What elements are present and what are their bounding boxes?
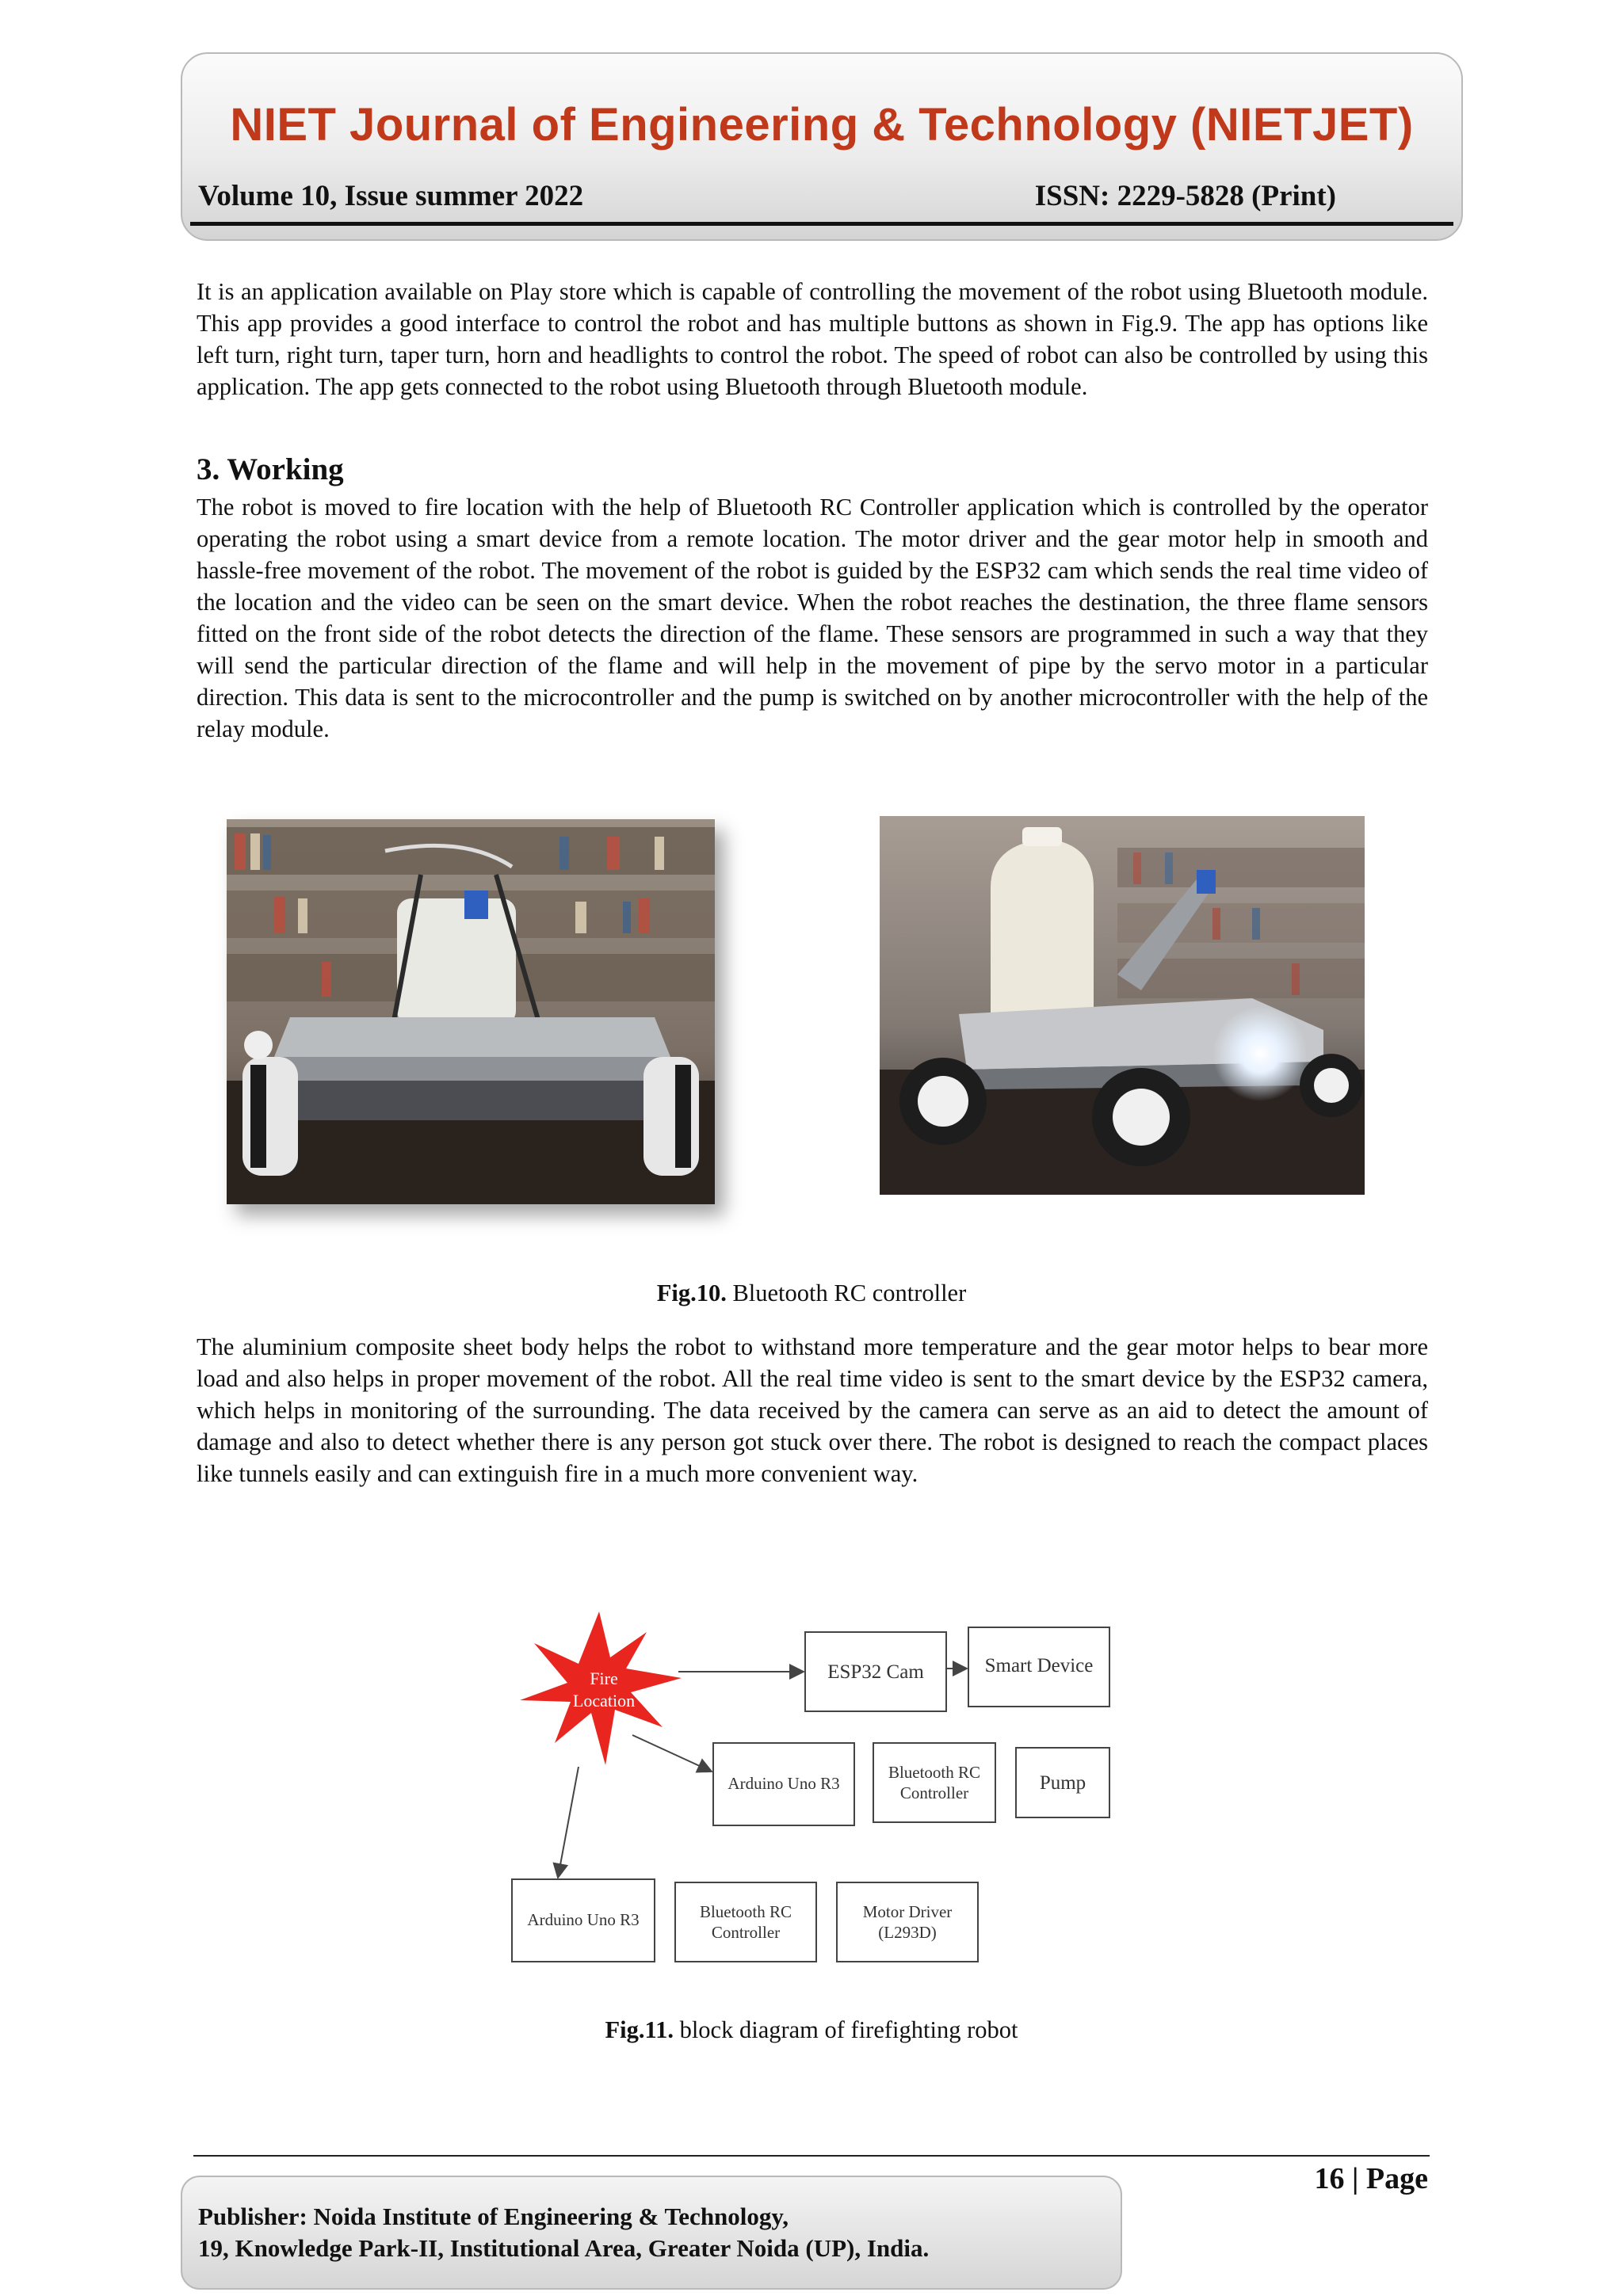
robot-side-photo bbox=[880, 816, 1365, 1195]
pump-label: Pump bbox=[1039, 1772, 1086, 1794]
fire-label-line1: Fire bbox=[590, 1669, 618, 1688]
footer-rule bbox=[193, 2155, 1430, 2157]
figure-10-text: Bluetooth RC controller bbox=[726, 1280, 967, 1306]
paragraph-body-design: The aluminium composite sheet body helps the robot to withstand more temperature and the gear motor helps to bear more load and also helps in proper movement of the robot. All the real time video is sent to the smart device by the ESP32 camera, which helps in monitoring of the surrounding. The data received by the camera can serve as an aid to detect the amount of damage and also to detect whether there is any person got stuck over there. The robot is designed to reach the compact places like tunnels easily and can extinguish fire in a much more convenient way. bbox=[197, 1333, 1428, 1487]
paragraph-app-description: It is an application available on Play store which is capable of controlling the movement of the robot using Bluetooth module. This app provides a good interface to control the robot and has multiple buttons as shown in Fig.9. The app has options like left turn, right turn, taper turn, horn and headlights to control the robot. The speed of robot can also be controlled by using this application. The app gets connected to the robot using Bluetooth through Bluetooth module. bbox=[197, 278, 1428, 400]
figure-11-text: block diagram of firefighting robot bbox=[673, 2016, 1018, 2043]
block-diagram bbox=[499, 1608, 1117, 1973]
motor-driver-box bbox=[837, 1882, 978, 1962]
figure-10-caption bbox=[0, 1280, 1623, 1307]
figure-11-label: Fig.11. bbox=[605, 2016, 674, 2043]
arduino-bottom-label: Arduino Uno R3 bbox=[527, 1910, 640, 1929]
bluetooth-rc-top-box bbox=[873, 1743, 995, 1822]
arrow-fire-to-arduino-top bbox=[632, 1735, 712, 1772]
arrow-fire-to-arduino-bottom bbox=[558, 1767, 579, 1878]
journal-header bbox=[181, 52, 1463, 241]
section-heading: 3. Working bbox=[197, 452, 344, 486]
page-number: 16 | Page bbox=[1314, 2162, 1428, 2195]
fire-label-line2: Location bbox=[572, 1691, 636, 1711]
bluetooth-rc-top-line1: Bluetooth RC bbox=[888, 1763, 981, 1782]
motor-driver-line2: (L293D) bbox=[878, 1923, 937, 1942]
figure-11-caption bbox=[0, 2016, 1623, 2044]
bluetooth-rc-top-line2: Controller bbox=[899, 1783, 969, 1802]
publisher-name: Publisher: Noida Institute of Engineering & Technology, bbox=[198, 2203, 789, 2230]
robot-front-photo bbox=[227, 819, 715, 1204]
fire-location-burst bbox=[520, 1611, 682, 1765]
esp32-cam-label: ESP32 Cam bbox=[827, 1661, 924, 1683]
arduino-top-label: Arduino Uno R3 bbox=[727, 1774, 840, 1793]
smart-device-label: Smart Device bbox=[984, 1655, 1094, 1676]
volume-issue: Volume 10, Issue summer 2022 bbox=[198, 180, 584, 212]
figure-10-label: Fig.10. bbox=[656, 1280, 727, 1306]
motor-driver-line1: Motor Driver bbox=[862, 1902, 953, 1921]
bluetooth-rc-bottom-box bbox=[675, 1882, 816, 1962]
bluetooth-rc-bottom-line1: Bluetooth RC bbox=[699, 1902, 792, 1921]
issn: ISSN: 2229-5828 (Print) bbox=[1034, 180, 1336, 212]
paragraph-working: The robot is moved to fire location with the help of Bluetooth RC Controller application which is controlled by the operator operating the robot using a smart device from a remote location. The motor driver and the gear motor help in smooth and hassle-free movement of the robot. The movement of the robot is guided by the ESP32 cam which sends the real time video of the location and the video can be seen on the smart device. When the robot reaches the destination, the three flame sensors fitted on the front side of the robot detects the direction of the flame. These sensors are programmed in such a way that they will send the particular direction of the flame and will help in the movement of pipe by the servo motor in a particular direction. This data is sent to the microcontroller and the pump is switched on by another microcontroller with the help of the relay module. bbox=[197, 494, 1428, 742]
journal-title: NIET Journal of Engineering & Technology (NIETJET) bbox=[230, 99, 1414, 151]
publisher-address: 19, Knowledge Park-II, Institutional Area, Greater Noida (UP), India. bbox=[198, 2234, 930, 2262]
bluetooth-rc-bottom-line2: Controller bbox=[711, 1923, 781, 1942]
publisher-footer bbox=[181, 2176, 1122, 2290]
header-rule bbox=[190, 222, 1453, 226]
